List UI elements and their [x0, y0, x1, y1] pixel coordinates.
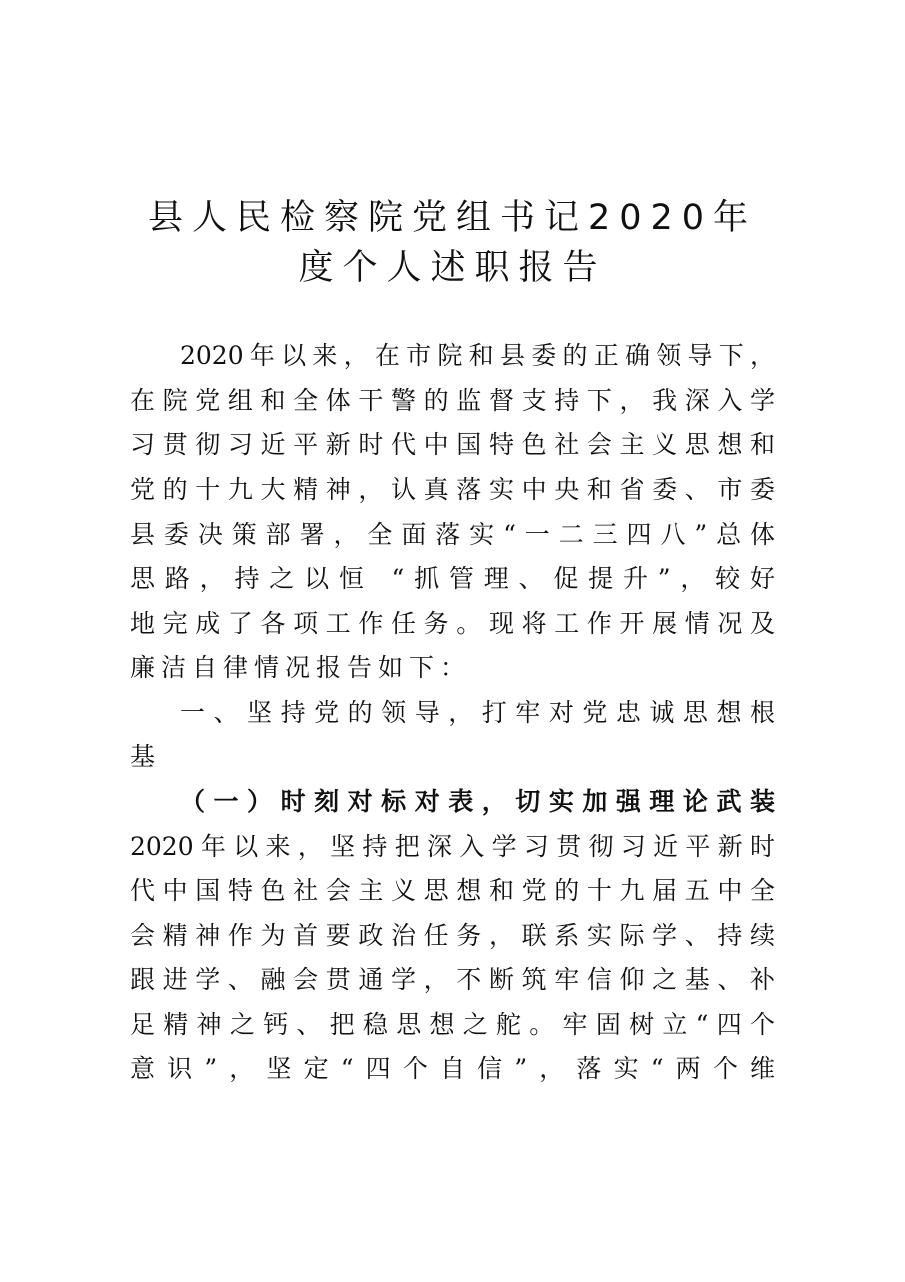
- section-heading: 一、坚持党的领导，打牢对党忠诚思想根: [180, 698, 775, 727]
- body-line: 廉洁自律情况报告如下：: [130, 653, 472, 682]
- body-line: 2020年以来，坚持把深入学习贯彻习近平新时: [130, 832, 775, 861]
- body-line: 跟进学、融会贯通学，不断筑牢信仰之基、补: [130, 965, 775, 994]
- body-line: 习贯彻习近平新时代中国特色社会主义思想和: [130, 430, 775, 459]
- body-line: 意识”，坚定“四个自信”，落实“两个维: [130, 1054, 775, 1083]
- body-line: 2020年以来，在市院和县委的正确领导下，: [180, 341, 775, 370]
- body-line: 地完成了各项工作任务。现将工作开展情况及: [130, 609, 775, 638]
- document-title-line-1: 县人民检察院党组书记2020年: [147, 198, 758, 238]
- subsection-heading: （一）时刻对标对表，切实加强理论武装: [180, 787, 775, 816]
- body-line: 会精神作为首要政治任务，联系实际学、持续: [130, 921, 775, 950]
- body-line: 足精神之钙、把稳思想之舵。牢固树立“四个: [130, 1010, 775, 1039]
- body-line: 党的十九大精神，认真落实中央和省委、市委: [130, 475, 775, 504]
- section-heading-continued: 基: [130, 742, 162, 771]
- body-line: 在院党组和全体干警的监督支持下，我深入学: [130, 386, 775, 415]
- document-title-line-2: 度个人述职报告: [298, 248, 607, 288]
- body-line: 县委决策部署，全面落实“一二三四八”总体: [130, 520, 775, 549]
- body-line: 代中国特色社会主义思想和党的十九届五中全: [130, 876, 775, 905]
- body-line: 思路，持之以恒 “抓管理、促提升”，较好: [130, 564, 775, 593]
